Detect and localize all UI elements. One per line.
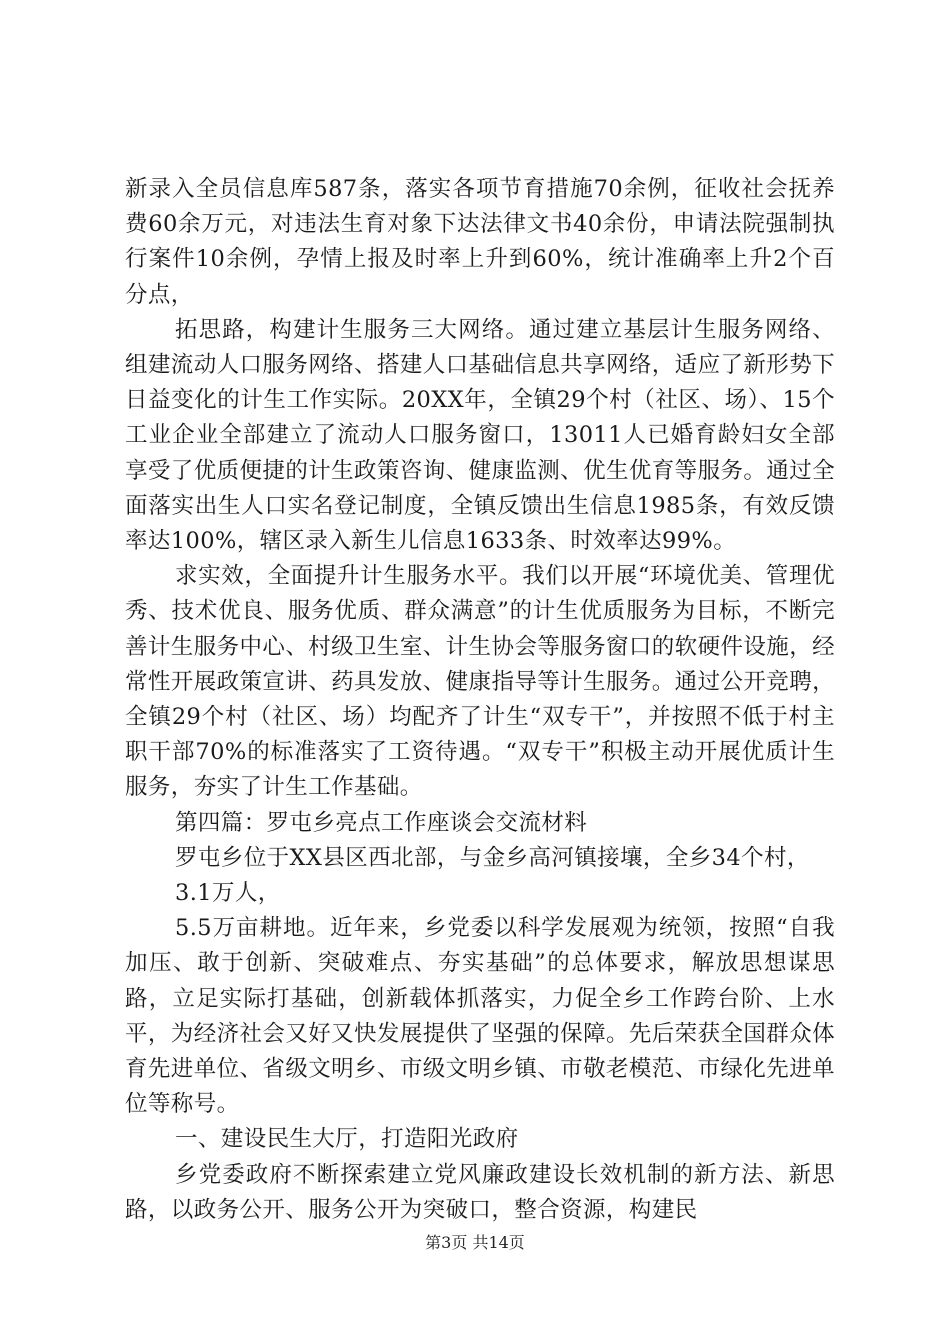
page-footer: 第3页 共14页: [425, 1233, 525, 1252]
paragraph-luotun-intro: 罗屯乡位于XX县区西北部，与金乡高河镇接壤，全乡34个村，: [175, 844, 810, 871]
paragraph-population: 3.1万人，: [175, 880, 281, 907]
document-body: [125, 172, 835, 1228]
paragraph-service-networks: 拓思路，构建计生服务三大网络。通过建立基层计生服务网络、组建流动人口服务网络、搭建人口基础信息共享网络，适应了新形势下日益变化的计生工作实际。20XX年，全镇29个村（社区、场）、15个工业企业全部建立了流动人口服务窗口，13011人已婚育龄妇女全部享受了优质便捷的计生政策咨询、健康监测、优生优育等服务。通过全面落实出生人口实名登记制度，全镇反馈出生信息1985条，有效反馈率达100%，辖区录入新生儿信息1633条、时效率达99%。: [125, 316, 835, 555]
paragraph-integrity-mechanism: 乡党委政府不断探索建立党风廉政建设长效机制的新方法、新思路，以政务公开、服务公开为突破口，整合资源，构建民: [125, 1161, 835, 1223]
subheading-service-hall: 一、建设民生大厅，打造阳光政府: [175, 1126, 519, 1153]
section-heading-part-four: 第四篇：罗屯乡亮点工作座谈会交流材料: [175, 809, 588, 836]
paragraph-continuation: 新录入全员信息库587条，落实各项节育措施70余例，征收社会抚养费60余万元，对违法生育对象下达法律文书40余份，申请法院强制执行案件10余例，孕情上报及时率上升到60%，统计准确率上升2个百分点，: [125, 176, 835, 308]
paragraph-service-level: 求实效，全面提升计生服务水平。我们以开展“环境优美、管理优秀、技术优良、服务优质、群众满意”的计生优质服务为目标，不断完善计生服务中心、村级卫生室、计生协会等服务窗口的软硬件设施，经常性开展政策宣讲、药具发放、健康指导等计生服务。通过公开竞聘，全镇29个村（社区、场）均配齐了计生“双专干”，并按照不低于村主职干部70%的标准落实了工资待遇。“双专干”积极主动开展优质计生服务，夯实了计生工作基础。: [125, 563, 835, 801]
paragraph-farmland: 5.5万亩耕地。近年来，乡党委以科学发展观为统领，按照“自我加压、敢于创新、突破难点、夯实基础”的总体要求，解放思想谋思路，立足实际打基础，创新载体抓落实，力促全乡工作跨台阶、上水平，为经济社会又好又快发展提供了坚强的保障。先后荣获全国群众体育先进单位、省级文明乡、市级文明乡镇、市敬老模范、市绿化先进单位等称号。: [125, 915, 835, 1118]
